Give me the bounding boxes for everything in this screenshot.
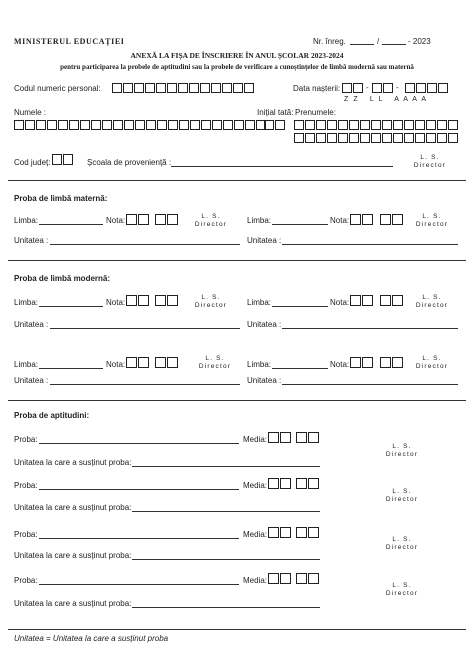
footer-note: Unitatea = Unitatea la care a susținut proba bbox=[14, 634, 169, 643]
unit-label: Unitatea : bbox=[14, 236, 49, 245]
average-label: Media: bbox=[243, 435, 268, 444]
unit-label: Unitatea : bbox=[14, 376, 49, 385]
average-decimal-boxes[interactable] bbox=[296, 573, 320, 584]
document-title: ANEXĂ LA FIȘA DE ÎNSCRIERE ÎN ANUL ȘCOLAR 2023-2024 bbox=[130, 51, 344, 60]
language-label: Limba: bbox=[14, 216, 39, 225]
section-title-modern-language: Proba de limbă modernă: bbox=[14, 274, 111, 283]
grade-integer-boxes[interactable] bbox=[126, 295, 150, 306]
first-name-label: Prenumele: bbox=[295, 108, 336, 117]
unit-label: Unitatea : bbox=[247, 376, 282, 385]
language-field[interactable] bbox=[272, 306, 328, 307]
seal-director: L. S. Director bbox=[415, 213, 449, 228]
language-label: Limba: bbox=[14, 360, 39, 369]
grade-integer-boxes[interactable] bbox=[350, 295, 374, 306]
registration-slash: / bbox=[377, 37, 380, 46]
average-integer-boxes[interactable] bbox=[268, 527, 292, 538]
test-unit-field[interactable] bbox=[132, 466, 320, 467]
language-field[interactable] bbox=[272, 368, 328, 369]
seal-director: L. S. Director bbox=[385, 582, 419, 597]
seal-director-personal: L. S. Director bbox=[413, 154, 447, 169]
section-divider bbox=[8, 260, 466, 261]
test-field[interactable] bbox=[39, 584, 239, 585]
birth-month-boxes[interactable] bbox=[372, 83, 394, 93]
grade-decimal-boxes[interactable] bbox=[155, 214, 179, 225]
seal-director: L. S. Director bbox=[385, 488, 419, 503]
grade-integer-boxes[interactable] bbox=[126, 357, 150, 368]
registration-year: - 2023 bbox=[408, 37, 431, 46]
average-decimal-boxes[interactable] bbox=[296, 527, 320, 538]
unit-label: Unitatea : bbox=[247, 320, 282, 329]
birth-date-hint: Z Z L L A A A A bbox=[344, 96, 428, 103]
test-unit-field[interactable] bbox=[132, 607, 320, 608]
section-divider bbox=[8, 400, 466, 401]
grade-decimal-boxes[interactable] bbox=[380, 357, 404, 368]
unit-field[interactable] bbox=[282, 384, 458, 385]
test-label: Proba: bbox=[14, 530, 38, 539]
seal-director: L. S. Director bbox=[194, 294, 228, 309]
birth-date-separator: - bbox=[366, 83, 369, 92]
language-field[interactable] bbox=[272, 224, 328, 225]
first-name-boxes-row2[interactable] bbox=[294, 133, 459, 143]
test-unit-label: Unitatea la care a susținut proba: bbox=[14, 599, 132, 608]
test-unit-label: Unitatea la care a susținut proba: bbox=[14, 551, 132, 560]
section-divider bbox=[8, 180, 466, 181]
average-decimal-boxes[interactable] bbox=[296, 432, 320, 443]
section-title-aptitude: Proba de aptitudini: bbox=[14, 411, 90, 420]
seal-director: L. S. Director bbox=[415, 355, 449, 370]
grade-label: Nota: bbox=[330, 298, 350, 307]
language-label: Limba: bbox=[14, 298, 39, 307]
seal-director: L. S. Director bbox=[198, 355, 232, 370]
test-field[interactable] bbox=[39, 443, 239, 444]
average-label: Media: bbox=[243, 481, 268, 490]
unit-label: Unitatea : bbox=[247, 236, 282, 245]
county-code-boxes[interactable] bbox=[52, 154, 74, 165]
average-integer-boxes[interactable] bbox=[268, 432, 292, 443]
document-subtitle: pentru participarea la probele de aptitudini sau la probele de verificare a cunoștințelor de limbă modernă sau maternă bbox=[60, 63, 414, 71]
test-unit-label: Unitatea la care a susținut proba: bbox=[14, 503, 132, 512]
section-divider bbox=[8, 629, 466, 630]
language-field[interactable] bbox=[39, 224, 103, 225]
unit-field[interactable] bbox=[282, 244, 458, 245]
language-label: Limba: bbox=[247, 298, 272, 307]
average-integer-boxes[interactable] bbox=[268, 478, 292, 489]
test-label: Proba: bbox=[14, 435, 38, 444]
county-code-label: Cod județ: bbox=[14, 158, 51, 167]
test-unit-field[interactable] bbox=[132, 511, 320, 512]
seal-director: L. S. Director bbox=[194, 213, 228, 228]
grade-integer-boxes[interactable] bbox=[126, 214, 150, 225]
birth-day-boxes[interactable] bbox=[342, 83, 364, 93]
last-name-boxes[interactable] bbox=[14, 120, 267, 130]
unit-field[interactable] bbox=[50, 384, 240, 385]
test-label: Proba: bbox=[14, 576, 38, 585]
unit-field[interactable] bbox=[282, 328, 458, 329]
cnp-label: Codul numeric personal: bbox=[14, 84, 101, 93]
father-initial-boxes[interactable] bbox=[264, 120, 286, 130]
grade-integer-boxes[interactable] bbox=[350, 357, 374, 368]
unit-field[interactable] bbox=[50, 328, 240, 329]
first-name-boxes-row1[interactable] bbox=[294, 120, 459, 130]
registration-number-label: Nr. înreg. bbox=[313, 37, 346, 46]
last-name-label: Numele : bbox=[14, 108, 47, 117]
seal-director: L. S. Director bbox=[385, 536, 419, 551]
average-label: Media: bbox=[243, 530, 268, 539]
unit-field[interactable] bbox=[50, 244, 240, 245]
grade-decimal-boxes[interactable] bbox=[380, 295, 404, 306]
test-field[interactable] bbox=[39, 538, 239, 539]
language-label: Limba: bbox=[247, 216, 272, 225]
ministry-name: MINISTERUL EDUCAȚIEI bbox=[14, 37, 125, 46]
language-field[interactable] bbox=[39, 306, 103, 307]
average-label: Media: bbox=[243, 576, 268, 585]
language-field[interactable] bbox=[39, 368, 103, 369]
test-label: Proba: bbox=[14, 481, 38, 490]
cnp-boxes[interactable] bbox=[112, 83, 255, 93]
birth-date-label: Data nașterii: bbox=[293, 84, 341, 93]
language-label: Limba: bbox=[247, 360, 272, 369]
average-decimal-boxes[interactable] bbox=[296, 478, 320, 489]
average-integer-boxes[interactable] bbox=[268, 573, 292, 584]
test-unit-field[interactable] bbox=[132, 559, 320, 560]
birth-year-boxes[interactable] bbox=[405, 83, 449, 93]
grade-label: Nota: bbox=[106, 216, 126, 225]
registration-number-field[interactable] bbox=[350, 44, 374, 45]
test-field[interactable] bbox=[39, 489, 239, 490]
grade-label: Nota: bbox=[106, 360, 126, 369]
seal-director: L. S. Director bbox=[415, 294, 449, 309]
grade-label: Nota: bbox=[106, 298, 126, 307]
unit-label: Unitatea : bbox=[14, 320, 49, 329]
birth-date-separator: - bbox=[396, 83, 399, 92]
grade-decimal-boxes[interactable] bbox=[155, 357, 179, 368]
test-unit-label: Unitatea la care a susținut proba: bbox=[14, 458, 132, 467]
grade-label: Nota: bbox=[330, 216, 350, 225]
seal-director: L. S. Director bbox=[385, 443, 419, 458]
grade-integer-boxes[interactable] bbox=[350, 214, 374, 225]
grade-decimal-boxes[interactable] bbox=[380, 214, 404, 225]
father-initial-label: Inițial tată: bbox=[257, 108, 294, 117]
registration-date-field[interactable] bbox=[382, 44, 406, 45]
school-field[interactable] bbox=[171, 166, 393, 167]
section-title-mother-tongue: Proba de limbă maternă: bbox=[14, 194, 108, 203]
grade-decimal-boxes[interactable] bbox=[155, 295, 179, 306]
grade-label: Nota: bbox=[330, 360, 350, 369]
school-label: Școala de proveniență : bbox=[87, 158, 172, 167]
